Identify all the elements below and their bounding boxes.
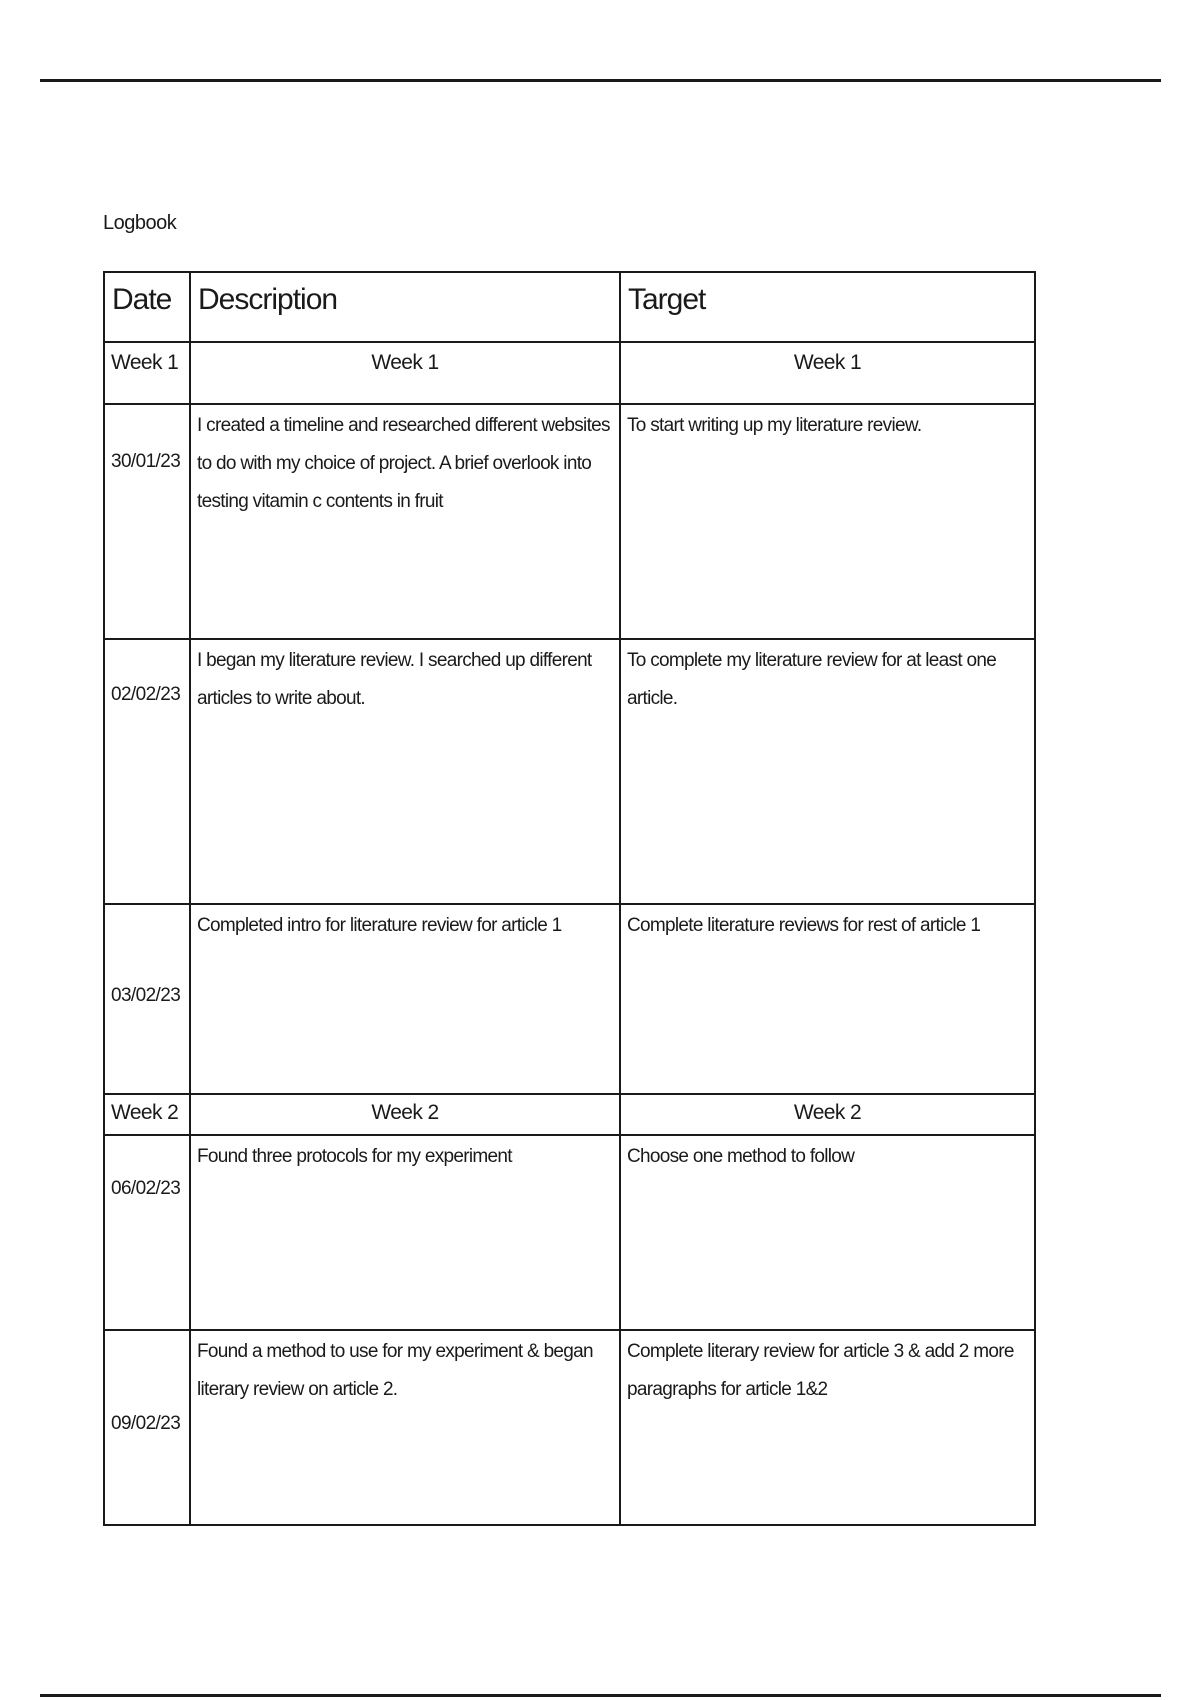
entry-date: 06/02/23 bbox=[104, 1135, 190, 1330]
week-label-date: Week 2 bbox=[104, 1094, 190, 1135]
entry-target: Choose one method to follow bbox=[620, 1135, 1035, 1330]
week-label-description: Week 2 bbox=[190, 1094, 620, 1135]
week-label-date: Week 1 bbox=[104, 342, 190, 404]
table-row bbox=[104, 1135, 1035, 1330]
entry-description: I began my literature review. I searched up different articles to write about. bbox=[190, 639, 620, 904]
table-row bbox=[104, 639, 1035, 904]
entry-target: To complete my literature review for at least one article. bbox=[620, 639, 1035, 904]
entry-date: 09/02/23 bbox=[104, 1330, 190, 1525]
table-row bbox=[104, 1330, 1035, 1525]
entry-description: Completed intro for literature review for article 1 bbox=[190, 904, 620, 1094]
logbook-table bbox=[103, 271, 1036, 1526]
page-title: Logbook bbox=[103, 212, 177, 234]
week-label-target: Week 2 bbox=[620, 1094, 1035, 1135]
entry-description: Found a method to use for my experiment & began literary review on article 2. bbox=[190, 1330, 620, 1525]
week-row bbox=[104, 342, 1035, 404]
entry-date: 03/02/23 bbox=[104, 904, 190, 1094]
header-description: Description bbox=[190, 272, 620, 342]
entry-target: Complete literature reviews for rest of article 1 bbox=[620, 904, 1035, 1094]
entry-target: To start writing up my literature review. bbox=[620, 404, 1035, 639]
entry-date: 02/02/23 bbox=[104, 639, 190, 904]
entry-description: I created a timeline and researched different websites to do with my choice of project. A brief overlook into testing vitamin c contents in fruit bbox=[190, 404, 620, 639]
table-row bbox=[104, 904, 1035, 1094]
table-header-row bbox=[104, 272, 1035, 342]
entry-date: 30/01/23 bbox=[104, 404, 190, 639]
week-label-description: Week 1 bbox=[190, 342, 620, 404]
bottom-rule bbox=[40, 1694, 1161, 1697]
top-rule bbox=[40, 79, 1161, 82]
entry-description: Found three protocols for my experiment bbox=[190, 1135, 620, 1330]
header-date: Date bbox=[104, 272, 190, 342]
entry-target: Complete literary review for article 3 & add 2 more paragraphs for article 1&2 bbox=[620, 1330, 1035, 1525]
week-label-target: Week 1 bbox=[620, 342, 1035, 404]
week-row bbox=[104, 1094, 1035, 1135]
header-target: Target bbox=[620, 272, 1035, 342]
table-row bbox=[104, 404, 1035, 639]
